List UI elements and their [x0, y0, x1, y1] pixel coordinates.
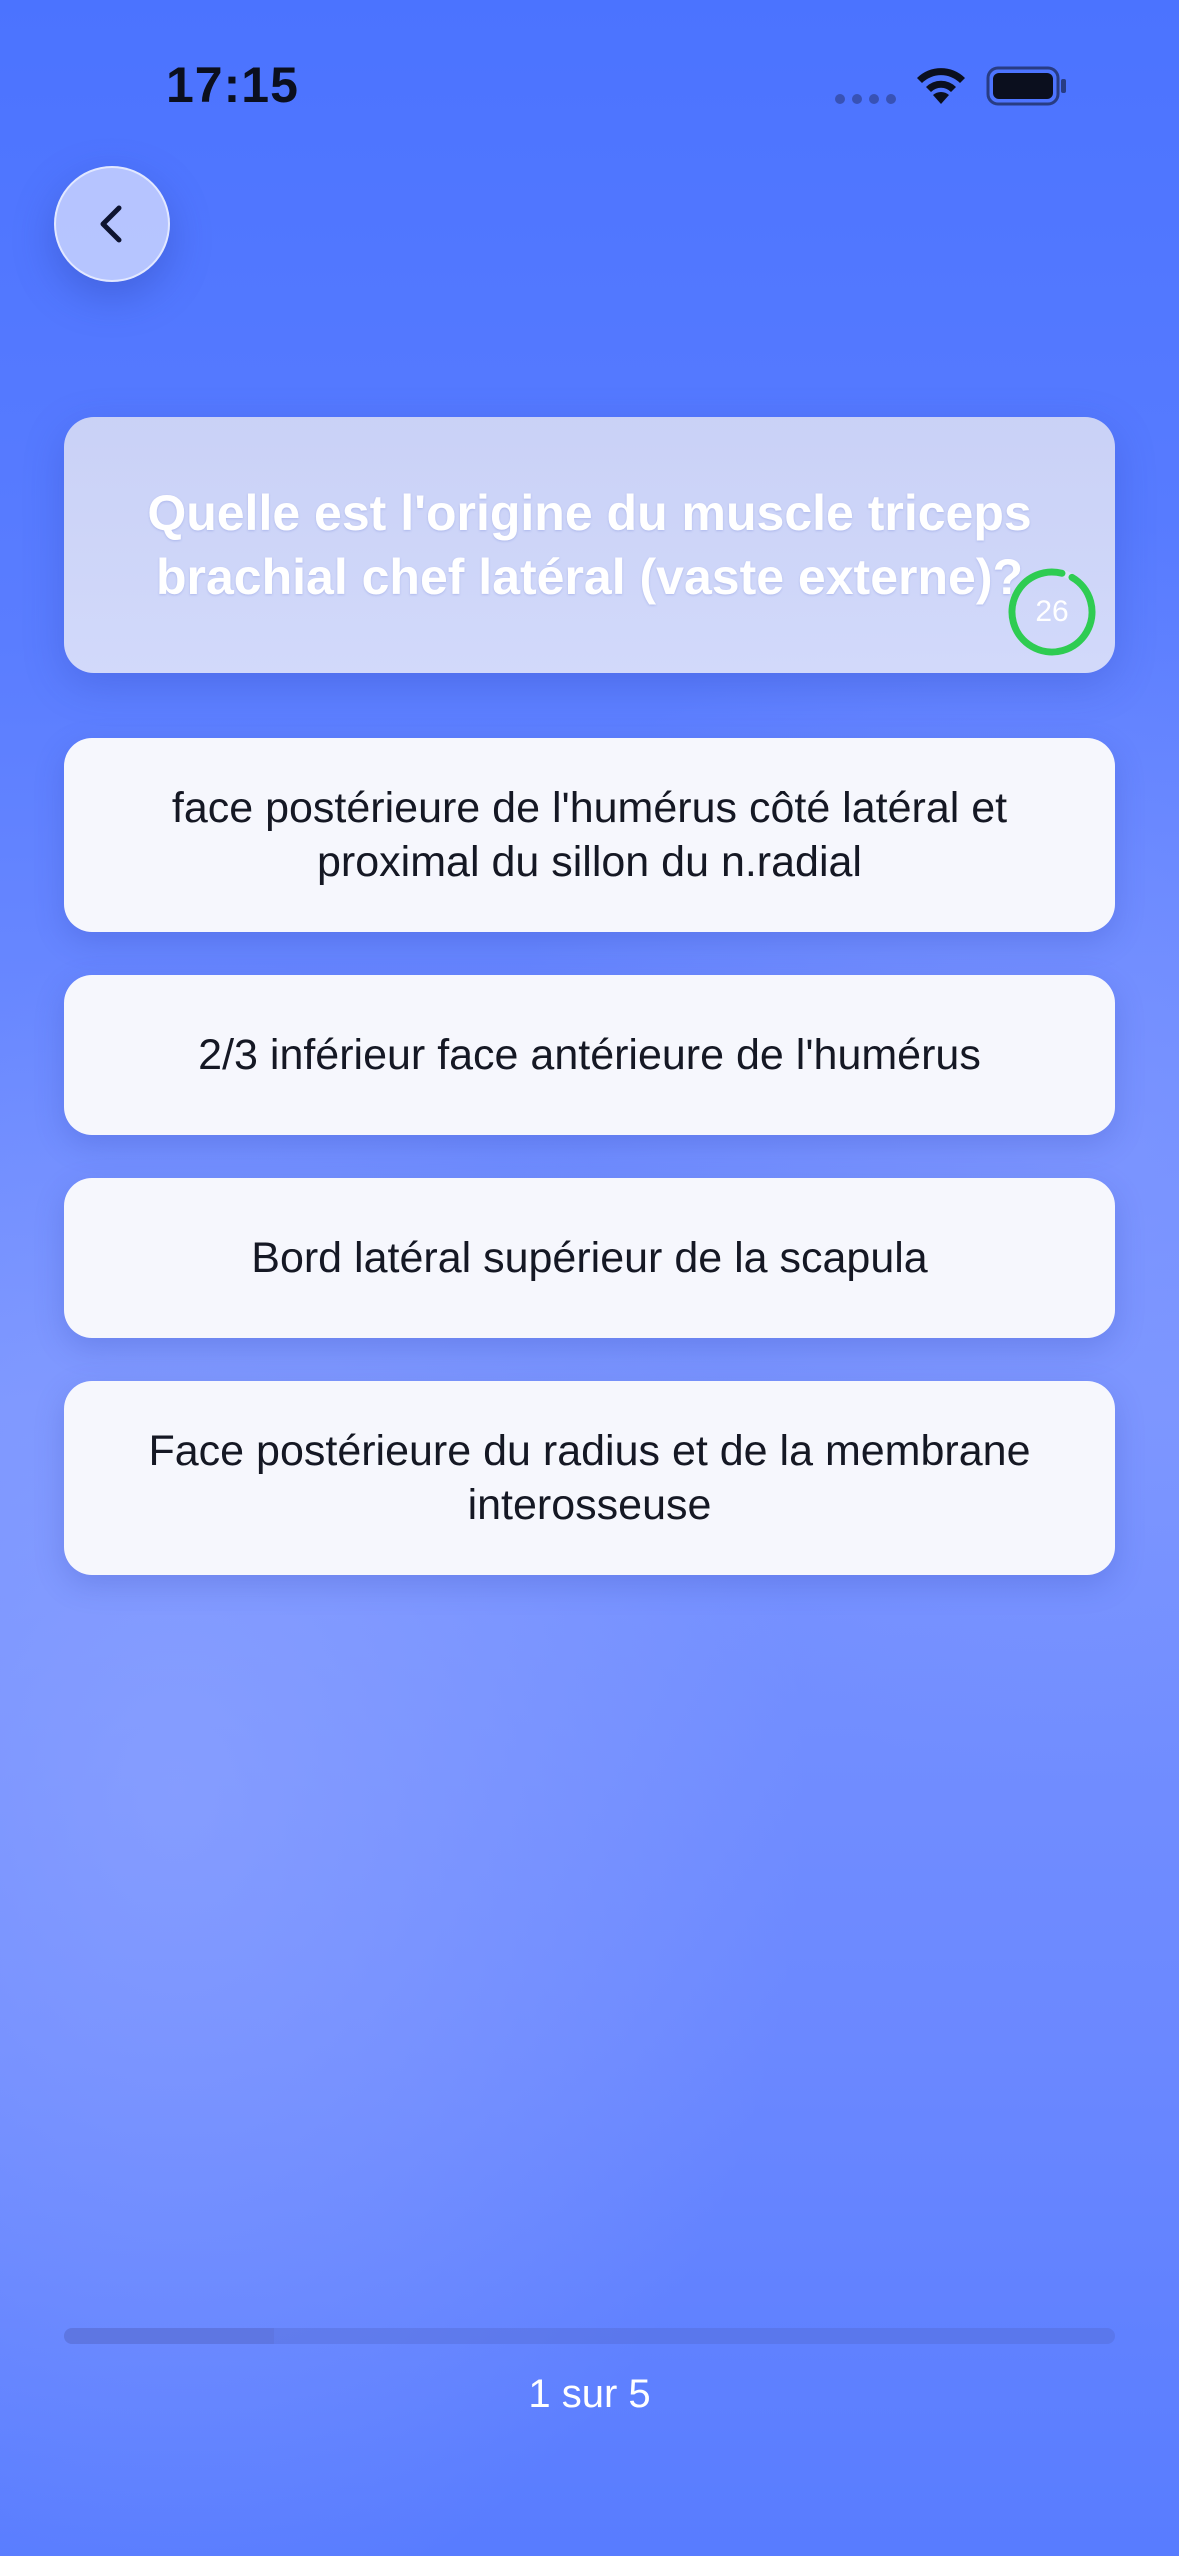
answer-label: 2/3 inférieur face antérieure de l'humérus [198, 1031, 981, 1079]
question-card [64, 417, 1115, 673]
progress-label: 1 sur 5 [528, 2372, 651, 2416]
question-text: Quelle est l'origine du muscle triceps brachial chef latéral (vaste externe)? [147, 485, 1032, 605]
answer-label: Face postérieure du radius et de la membrane interosseuse [148, 1427, 1031, 1529]
progress-bar [64, 2328, 1115, 2344]
answer-option-2[interactable] [64, 975, 1115, 1135]
back-button[interactable] [54, 166, 170, 282]
answer-option-4[interactable] [64, 1381, 1115, 1575]
answer-label: face postérieure de l'humérus côté latéral et proximal du sillon du n.radial [171, 784, 1008, 886]
cellular-signal-icon [835, 94, 896, 104]
timer-value: 26 [1035, 595, 1069, 628]
battery-icon [986, 66, 1068, 106]
wifi-icon [912, 64, 970, 108]
countdown-timer [1006, 566, 1098, 658]
progress-fill [64, 2328, 274, 2344]
status-time: 17:15 [166, 57, 299, 113]
answer-option-1[interactable] [64, 738, 1115, 932]
answer-option-3[interactable] [64, 1178, 1115, 1338]
chevron-left-icon [88, 200, 136, 248]
answer-label: Bord latéral supérieur de la scapula [251, 1234, 928, 1282]
